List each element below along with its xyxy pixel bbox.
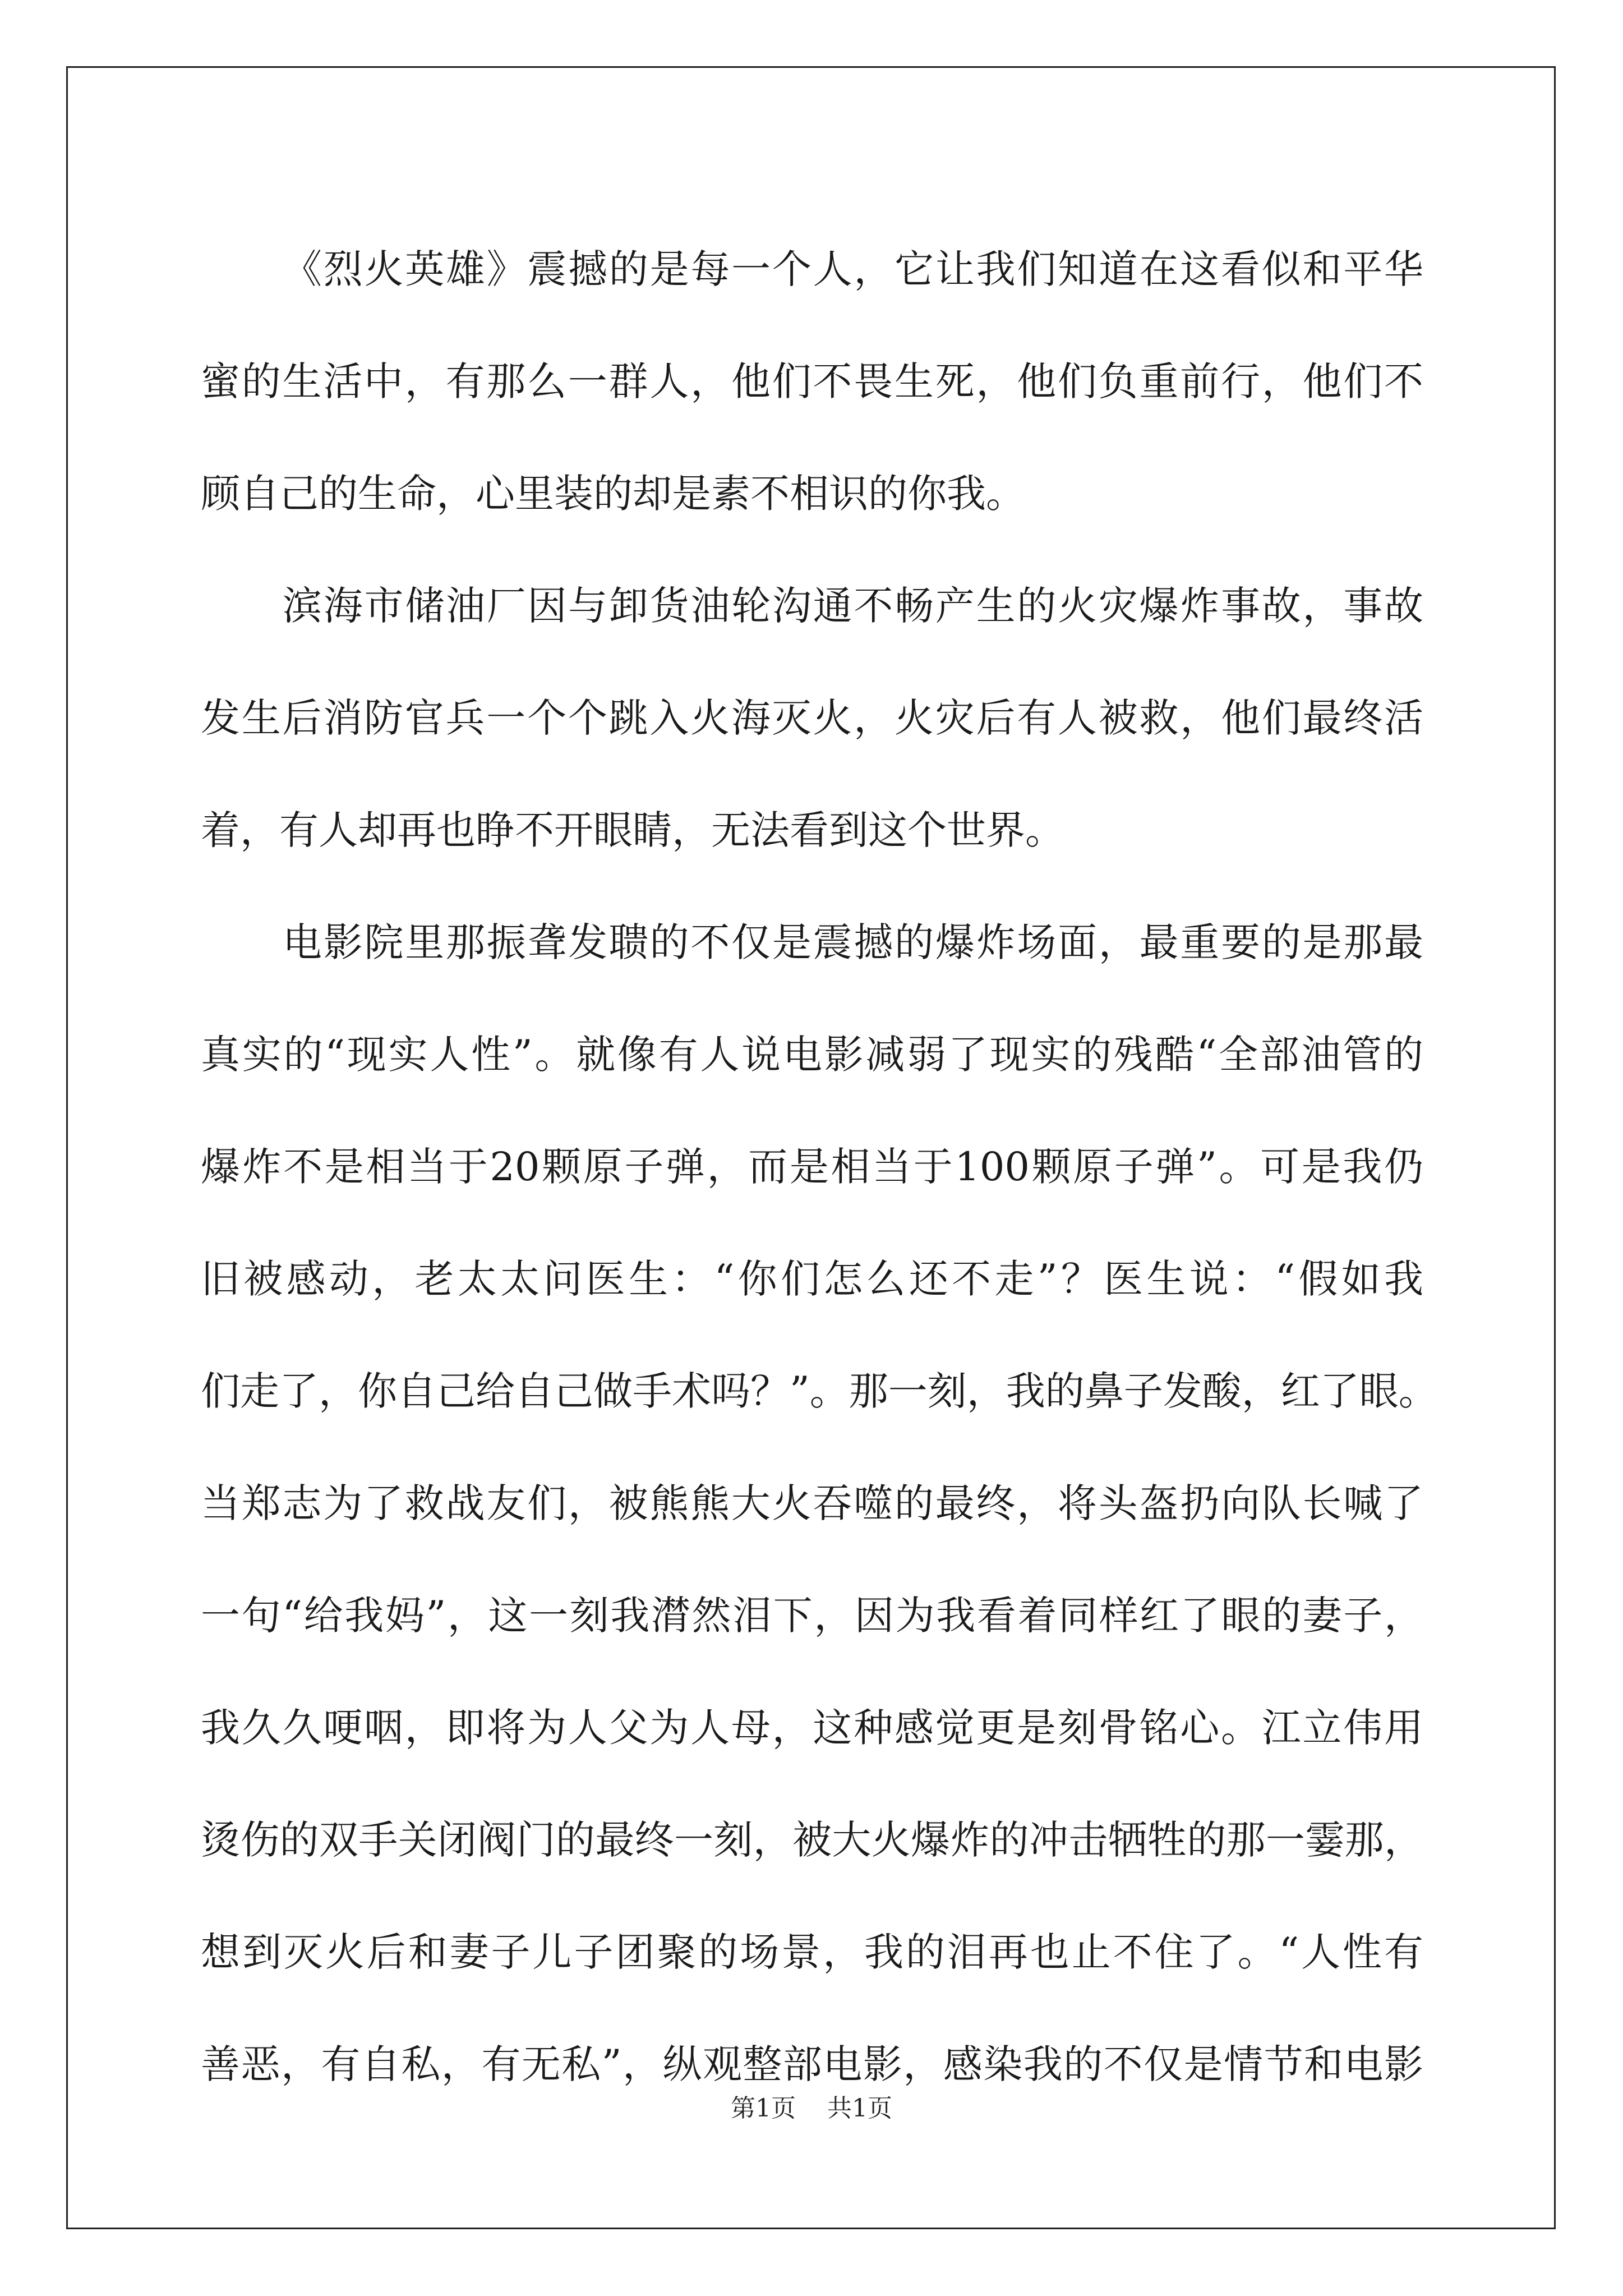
paragraph-3-line-11: 善恶，有自私，有无私”，纵观整部电影，感染我的不仅是情节和电影: [201, 2041, 1423, 2087]
paragraph-1-line-1: 《烈火英雄》震撼的是每一个人，它让我们知道在这看似和平华: [283, 246, 1423, 292]
paragraph-3-line-7: 一句“给我妈”，这一刻我潸然泪下，因为我看着同样红了眼的妻子，: [201, 1593, 1423, 1639]
paragraph-1-line-2: 蜜的生活中，有那么一群人，他们不畏生死，他们负重前行，他们不: [201, 358, 1423, 404]
paragraph-3-line-10: 想到灭火后和妻子儿子团聚的场景，我的泪再也止不住了。“人性有: [201, 1929, 1423, 1975]
page-total: 共1页: [827, 2094, 892, 2123]
paragraph-3-line-9: 烫伤的双手关闭阀门的最终一刻，被大火爆炸的冲击牺牲的那一霎那，: [201, 1817, 1423, 1863]
paragraph-2-line-3: 着，有人却再也睁不开眼睛，无法看到这个世界。: [201, 807, 1064, 853]
paragraph-3-line-2: 真实的“现实人性”。就像有人说电影减弱了现实的残酷“全部油管的: [201, 1032, 1423, 1078]
paragraph-3-line-6: 当郑志为了救战友们，被熊熊大火吞噬的最终，将头盔扔向队长喊了: [201, 1480, 1423, 1526]
paragraph-2-line-1: 滨海市储油厂因与卸货油轮沟通不畅产生的火灾爆炸事故，事故: [283, 583, 1423, 629]
page-footer: [0, 2088, 1623, 2124]
paragraph-1-line-3: 顾自己的生命，心里装的却是素不相识的你我。: [201, 471, 1025, 517]
paragraph-2-line-2: 发生后消防官兵一个个跳入火海灭火，火灾后有人被救，他们最终活: [201, 695, 1423, 741]
page-number: 第1页: [731, 2094, 796, 2123]
document-body: [201, 213, 1438, 2120]
paragraph-3-line-3: 爆炸不是相当于20颗原子弹，而是相当于100颗原子弹”。可是我仍: [201, 1144, 1423, 1190]
paragraph-3-line-1: 电影院里那振聋发聩的不仅是震撼的爆炸场面，最重要的是那最: [283, 919, 1423, 965]
paragraph-3-line-8: 我久久哽咽，即将为人父为人母，这种感觉更是刻骨铭心。江立伟用: [201, 1705, 1423, 1751]
paragraph-3-line-5: 们走了，你自己给自己做手术吗？”。那一刻，我的鼻子发酸，红了眼。: [201, 1368, 1438, 1414]
paragraph-3-line-4: 旧被感动，老太太问医生：“你们怎么还不走”？医生说：“假如我: [201, 1256, 1423, 1302]
